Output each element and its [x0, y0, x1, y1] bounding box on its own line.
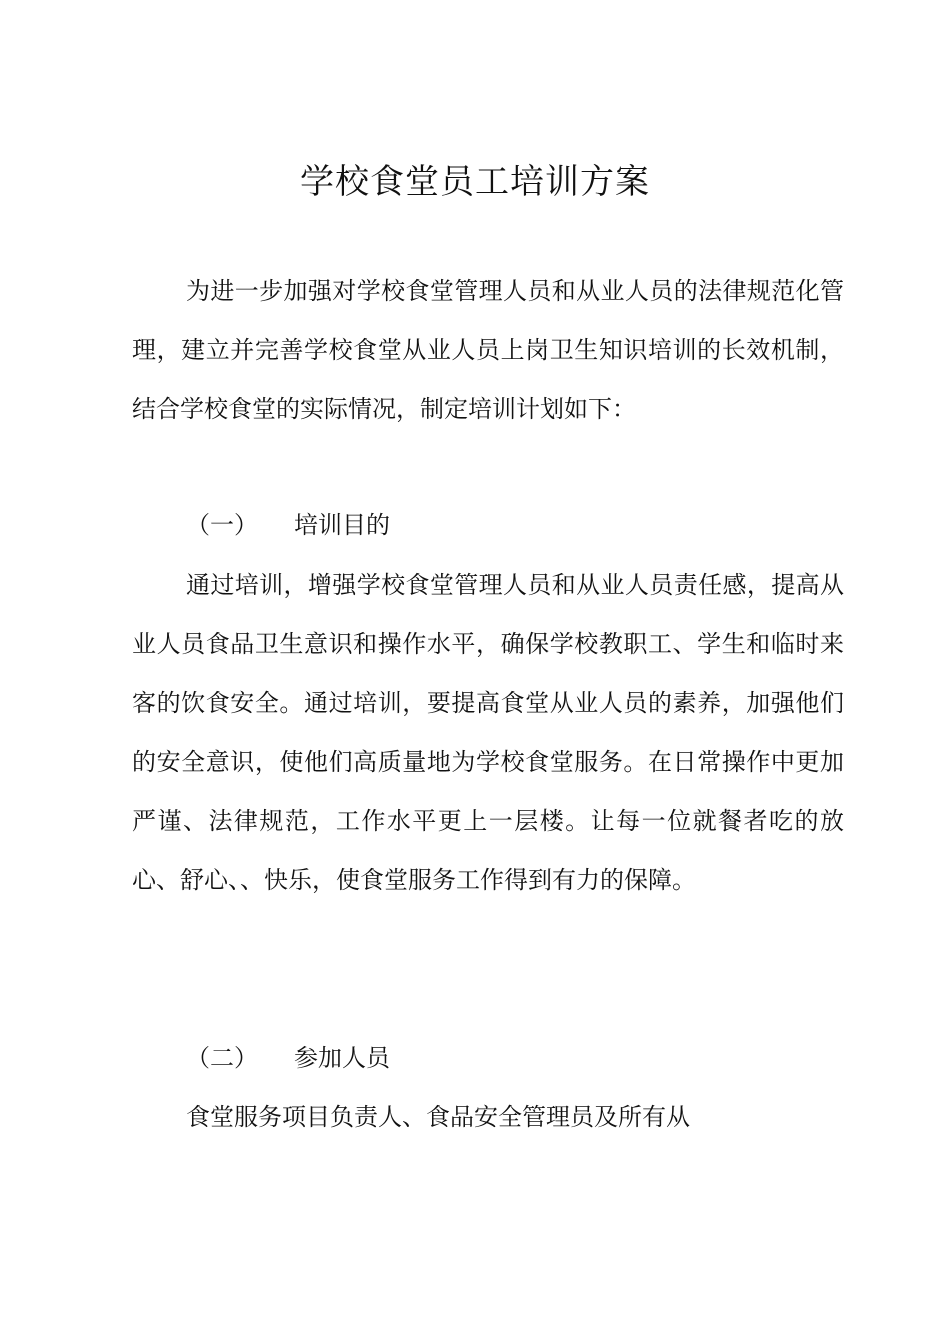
section-2-heading: [186, 1029, 390, 1088]
section-1-heading: [186, 496, 390, 555]
section-1-paragraph: 通过培训，增强学校食堂管理人员和从业人员责任感，提高从业人员食品卫生意识和操作水平，确保学校教职工、学生和临时来客的饮食安全。通过培训，要提高食堂从业人员的素养，加强他们的安全意识，使他们高质量地为学校食堂服务。在日常操作中更加严谨、法律规范，工作水平更上一层楼。让每一位就餐者吃的放心、舒心、、快乐，使食堂服务工作得到有力的保障。: [132, 571, 844, 894]
intro-paragraph: 为进一步加强对学校食堂管理人员和从业人员的法律规范化管理，建立并完善学校食堂从业人员上岗卫生知识培训的长效机制，结合学校食堂的实际情况，制定培训计划如下：: [132, 277, 844, 423]
section-2-number: （二）: [186, 1044, 258, 1072]
section-1-number: （一）: [186, 511, 258, 539]
document-title: 学校食堂员工培训方案: [300, 162, 650, 202]
section-1-title: 培训目的: [294, 511, 390, 539]
section-2-title: 参加人员: [294, 1044, 390, 1072]
section-2-paragraph: 食堂服务项目负责人、食品安全管理员及所有从: [186, 1103, 690, 1131]
